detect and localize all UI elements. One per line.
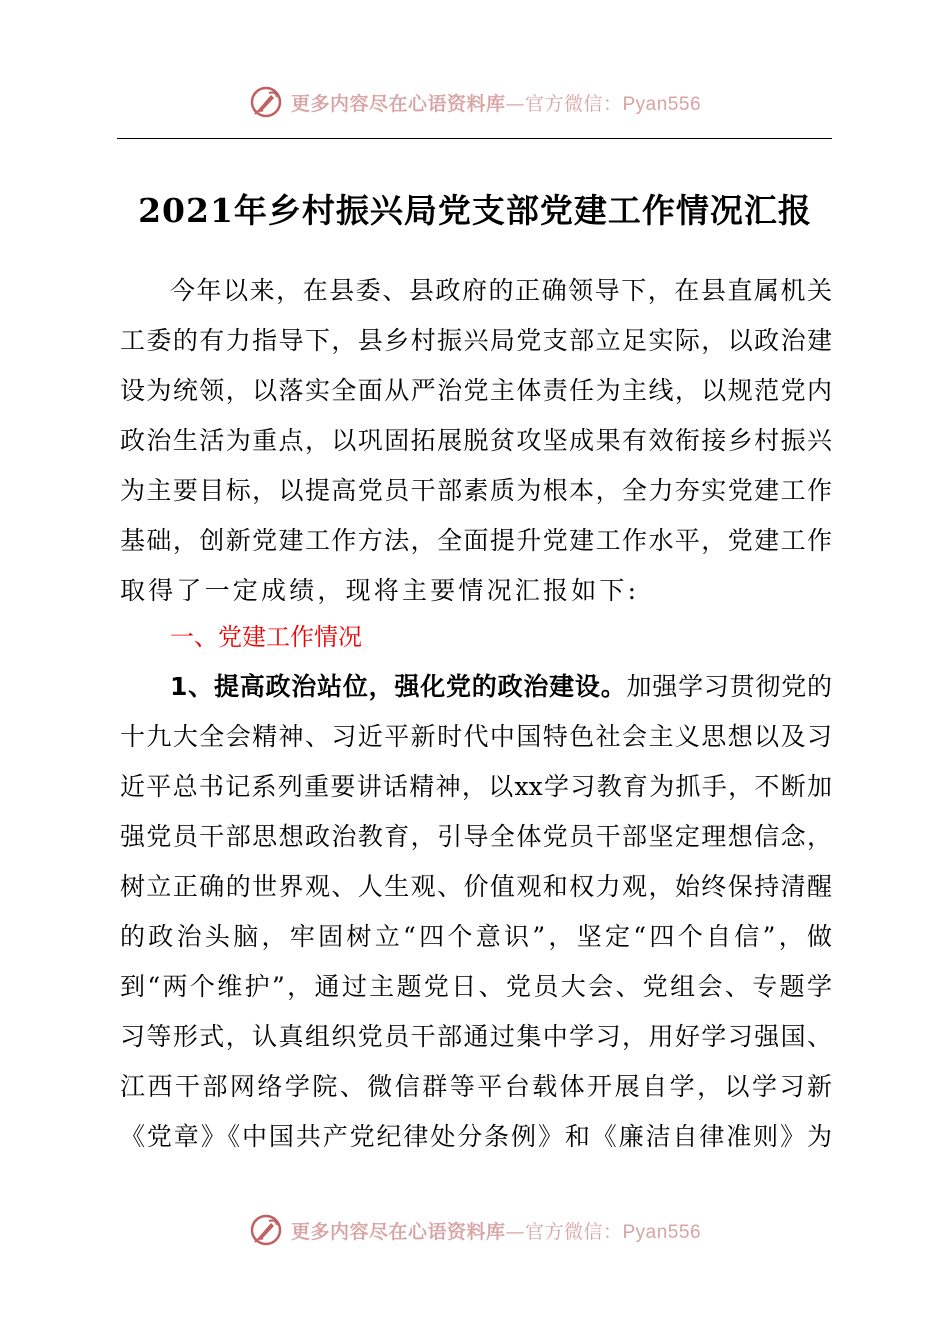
item1-line: 树立正确的世界观、人生观、价值观和权力观，始终保持清醒	[120, 872, 832, 901]
page-header	[0, 82, 950, 122]
item1-first-rest: 加强学习贯彻党的	[626, 672, 832, 701]
item1-line: 的政治头脑，牢固树立“四个意识”，坚定“四个自信”，做	[120, 922, 832, 951]
document-title: 2021年乡村振兴局党支部党建工作情况汇报	[138, 191, 812, 230]
item1-line: 习等形式，认真组织党员干部通过集中学习，用好学习强国、	[120, 1022, 832, 1051]
intro-line: 基础，创新党建工作方法，全面提升党建工作水平，党建工作	[120, 526, 832, 555]
item1-line: 《党章》《中国共产党纪律处分条例》和《廉洁自律准则》为	[120, 1122, 832, 1151]
intro-line: 为主要目标，以提高党员干部素质为根本，全力夯实党建工作	[120, 476, 832, 505]
watermark-banner	[249, 85, 701, 119]
intro-line: 工委的有力指导下，县乡村振兴局党支部立足实际，以政治建	[120, 326, 832, 355]
item1-lead: 1、提高政治站位，强化党的政治建设。	[170, 672, 627, 701]
item1-first-line	[170, 662, 832, 712]
intro-line: 政治生活为重点，以巩固拓展脱贫攻坚成果有效衔接乡村振兴	[120, 426, 832, 455]
pen-circle-logo-icon	[249, 85, 283, 119]
item1-line: 近平总书记系列重要讲话精神，以xx学习教育为抓手，不断加	[120, 772, 832, 801]
pen-circle-logo-icon	[249, 1213, 283, 1247]
banner-main-text: 更多内容尽在心语资料库	[290, 92, 506, 115]
item1-line: 江西干部网络学院、微信群等平台载体开展自学，以学习新	[120, 1072, 832, 1101]
banner-contact-label: 官方微信：	[524, 92, 623, 115]
banner-separator: —	[505, 1220, 525, 1243]
section-heading: 一、党建工作情况	[170, 623, 362, 651]
header-divider	[117, 138, 832, 139]
item1-line: 强党员干部思想政治教育，引导全体党员干部坚定理想信念，	[120, 822, 832, 851]
intro-line: 取得了一定成绩，现将主要情况汇报如下:	[120, 576, 640, 605]
banner-contact-label: 官方微信：	[524, 1220, 623, 1243]
intro-line: 设为统领，以落实全面从严治党主体责任为主线，以规范党内	[120, 376, 832, 405]
watermark-banner	[249, 1213, 701, 1247]
item1-line: 十九大全会精神、习近平新时代中国特色社会主义思想以及习	[120, 722, 832, 751]
intro-line: 今年以来，在县委、县政府的正确领导下，在县直属机关	[170, 276, 832, 305]
banner-separator: —	[505, 92, 525, 115]
banner-main-text: 更多内容尽在心语资料库	[290, 1220, 506, 1243]
item1-line: 到“两个维护”，通过主题党日、党员大会、党组会、专题学	[120, 972, 832, 1001]
banner-contact-id: Pyan556	[622, 93, 702, 115]
page-footer	[0, 1210, 950, 1250]
banner-contact-id: Pyan556	[622, 1221, 702, 1243]
